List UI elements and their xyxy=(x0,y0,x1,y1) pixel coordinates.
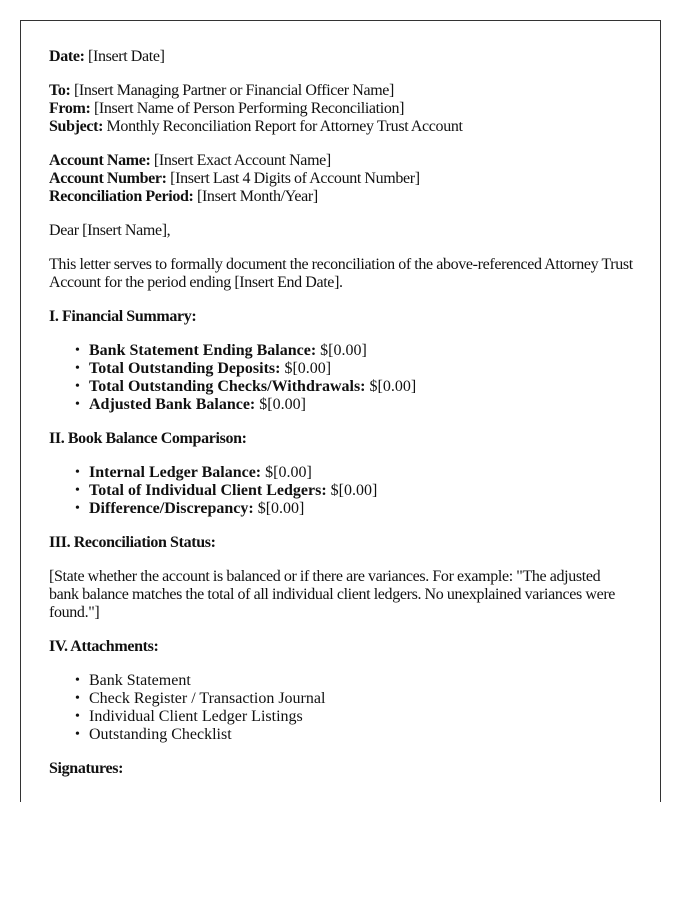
list-item xyxy=(75,726,633,744)
bullet-icon: • xyxy=(75,379,80,394)
list-item xyxy=(75,690,633,708)
list-item xyxy=(75,342,633,360)
date-line xyxy=(49,48,633,66)
bullet-icon: • xyxy=(75,727,80,742)
attachments-list xyxy=(49,672,633,744)
financial-summary-list xyxy=(49,342,633,414)
account-name-value: [Insert Exact Account Name] xyxy=(153,152,331,169)
item-value: $[0.00] xyxy=(257,500,305,517)
attachment-name: Bank Statement xyxy=(89,672,191,689)
account-details xyxy=(49,152,633,206)
item-value: $[0.00] xyxy=(320,342,367,359)
greeting: Dear [Insert Name], xyxy=(49,222,171,239)
account-number-value: [Insert Last 4 Digits of Account Number] xyxy=(170,170,420,187)
bullet-icon: • xyxy=(75,673,80,688)
attachments-heading: IV. Attachments: xyxy=(49,638,159,655)
account-name-label: Account Name: xyxy=(49,152,151,169)
item-label: Total of Individual Client Ledgers: xyxy=(89,482,327,499)
from-label: From: xyxy=(49,100,91,117)
account-name-line xyxy=(49,152,633,170)
reconciliation-status-heading: III. Reconciliation Status: xyxy=(49,534,216,551)
list-item xyxy=(75,396,633,414)
document-content xyxy=(21,21,660,778)
from-line xyxy=(49,100,633,118)
to-line xyxy=(49,82,633,100)
list-item xyxy=(75,482,633,500)
item-value: $[0.00] xyxy=(265,464,312,481)
list-item xyxy=(75,500,633,518)
reconciliation-period-line xyxy=(49,188,633,206)
item-value: $[0.00] xyxy=(284,360,332,377)
list-item xyxy=(75,360,633,378)
account-number-label: Account Number: xyxy=(49,170,167,187)
account-number-line xyxy=(49,170,633,188)
item-value: $[0.00] xyxy=(259,396,306,413)
list-item xyxy=(75,672,633,690)
bullet-icon: • xyxy=(75,501,80,516)
reconciliation-period-label: Reconciliation Period: xyxy=(49,188,194,205)
to-value: [Insert Managing Partner or Financial Officer Name] xyxy=(73,82,395,99)
item-label: Total Outstanding Deposits: xyxy=(89,360,281,377)
from-value: [Insert Name of Person Performing Reconciliation] xyxy=(93,100,405,117)
to-label: To: xyxy=(49,82,71,99)
date-label: Date: xyxy=(49,48,85,65)
bullet-icon: • xyxy=(75,397,80,412)
reconciliation-period-value: [Insert Month/Year] xyxy=(196,188,318,205)
attachment-name: Outstanding Checklist xyxy=(89,726,232,743)
bullet-icon: • xyxy=(75,465,80,480)
item-label: Bank Statement Ending Balance: xyxy=(89,342,317,359)
book-balance-heading: II. Book Balance Comparison: xyxy=(49,430,247,447)
subject-value: Monthly Reconciliation Report for Attorney Trust Account xyxy=(106,118,463,135)
financial-summary-heading: I. Financial Summary: xyxy=(49,308,197,325)
bullet-icon: • xyxy=(75,691,80,706)
memo-header xyxy=(49,82,633,136)
intro-paragraph: This letter serves to formally document the reconciliation of the above-referenced Attorney Trust Account for the period ending [Insert End Date]. xyxy=(49,256,633,291)
item-label: Total Outstanding Checks/Withdrawals: xyxy=(89,378,366,395)
item-label: Adjusted Bank Balance: xyxy=(89,396,256,413)
subject-label: Subject: xyxy=(49,118,104,135)
date-value: [Insert Date] xyxy=(88,48,165,65)
attachment-name: Individual Client Ledger Listings xyxy=(89,708,303,725)
subject-line xyxy=(49,118,633,136)
list-item xyxy=(75,464,633,482)
bullet-icon: • xyxy=(75,483,80,498)
book-balance-list xyxy=(49,464,633,518)
signatures-heading: Signatures: xyxy=(49,760,124,777)
item-label: Difference/Discrepancy: xyxy=(89,500,254,517)
document-page xyxy=(20,20,661,802)
list-item xyxy=(75,378,633,396)
bullet-icon: • xyxy=(75,361,80,376)
item-value: $[0.00] xyxy=(369,378,417,395)
item-value: $[0.00] xyxy=(330,482,378,499)
attachment-name: Check Register / Transaction Journal xyxy=(89,690,326,707)
bullet-icon: • xyxy=(75,343,80,358)
item-label: Internal Ledger Balance: xyxy=(89,464,262,481)
list-item xyxy=(75,708,633,726)
reconciliation-status-text: [State whether the account is balanced or if there are variances. For example: "The adjusted bank balance matches the total of all individual client ledgers. No unexplained variances were found."] xyxy=(49,568,616,621)
bullet-icon: • xyxy=(75,709,80,724)
